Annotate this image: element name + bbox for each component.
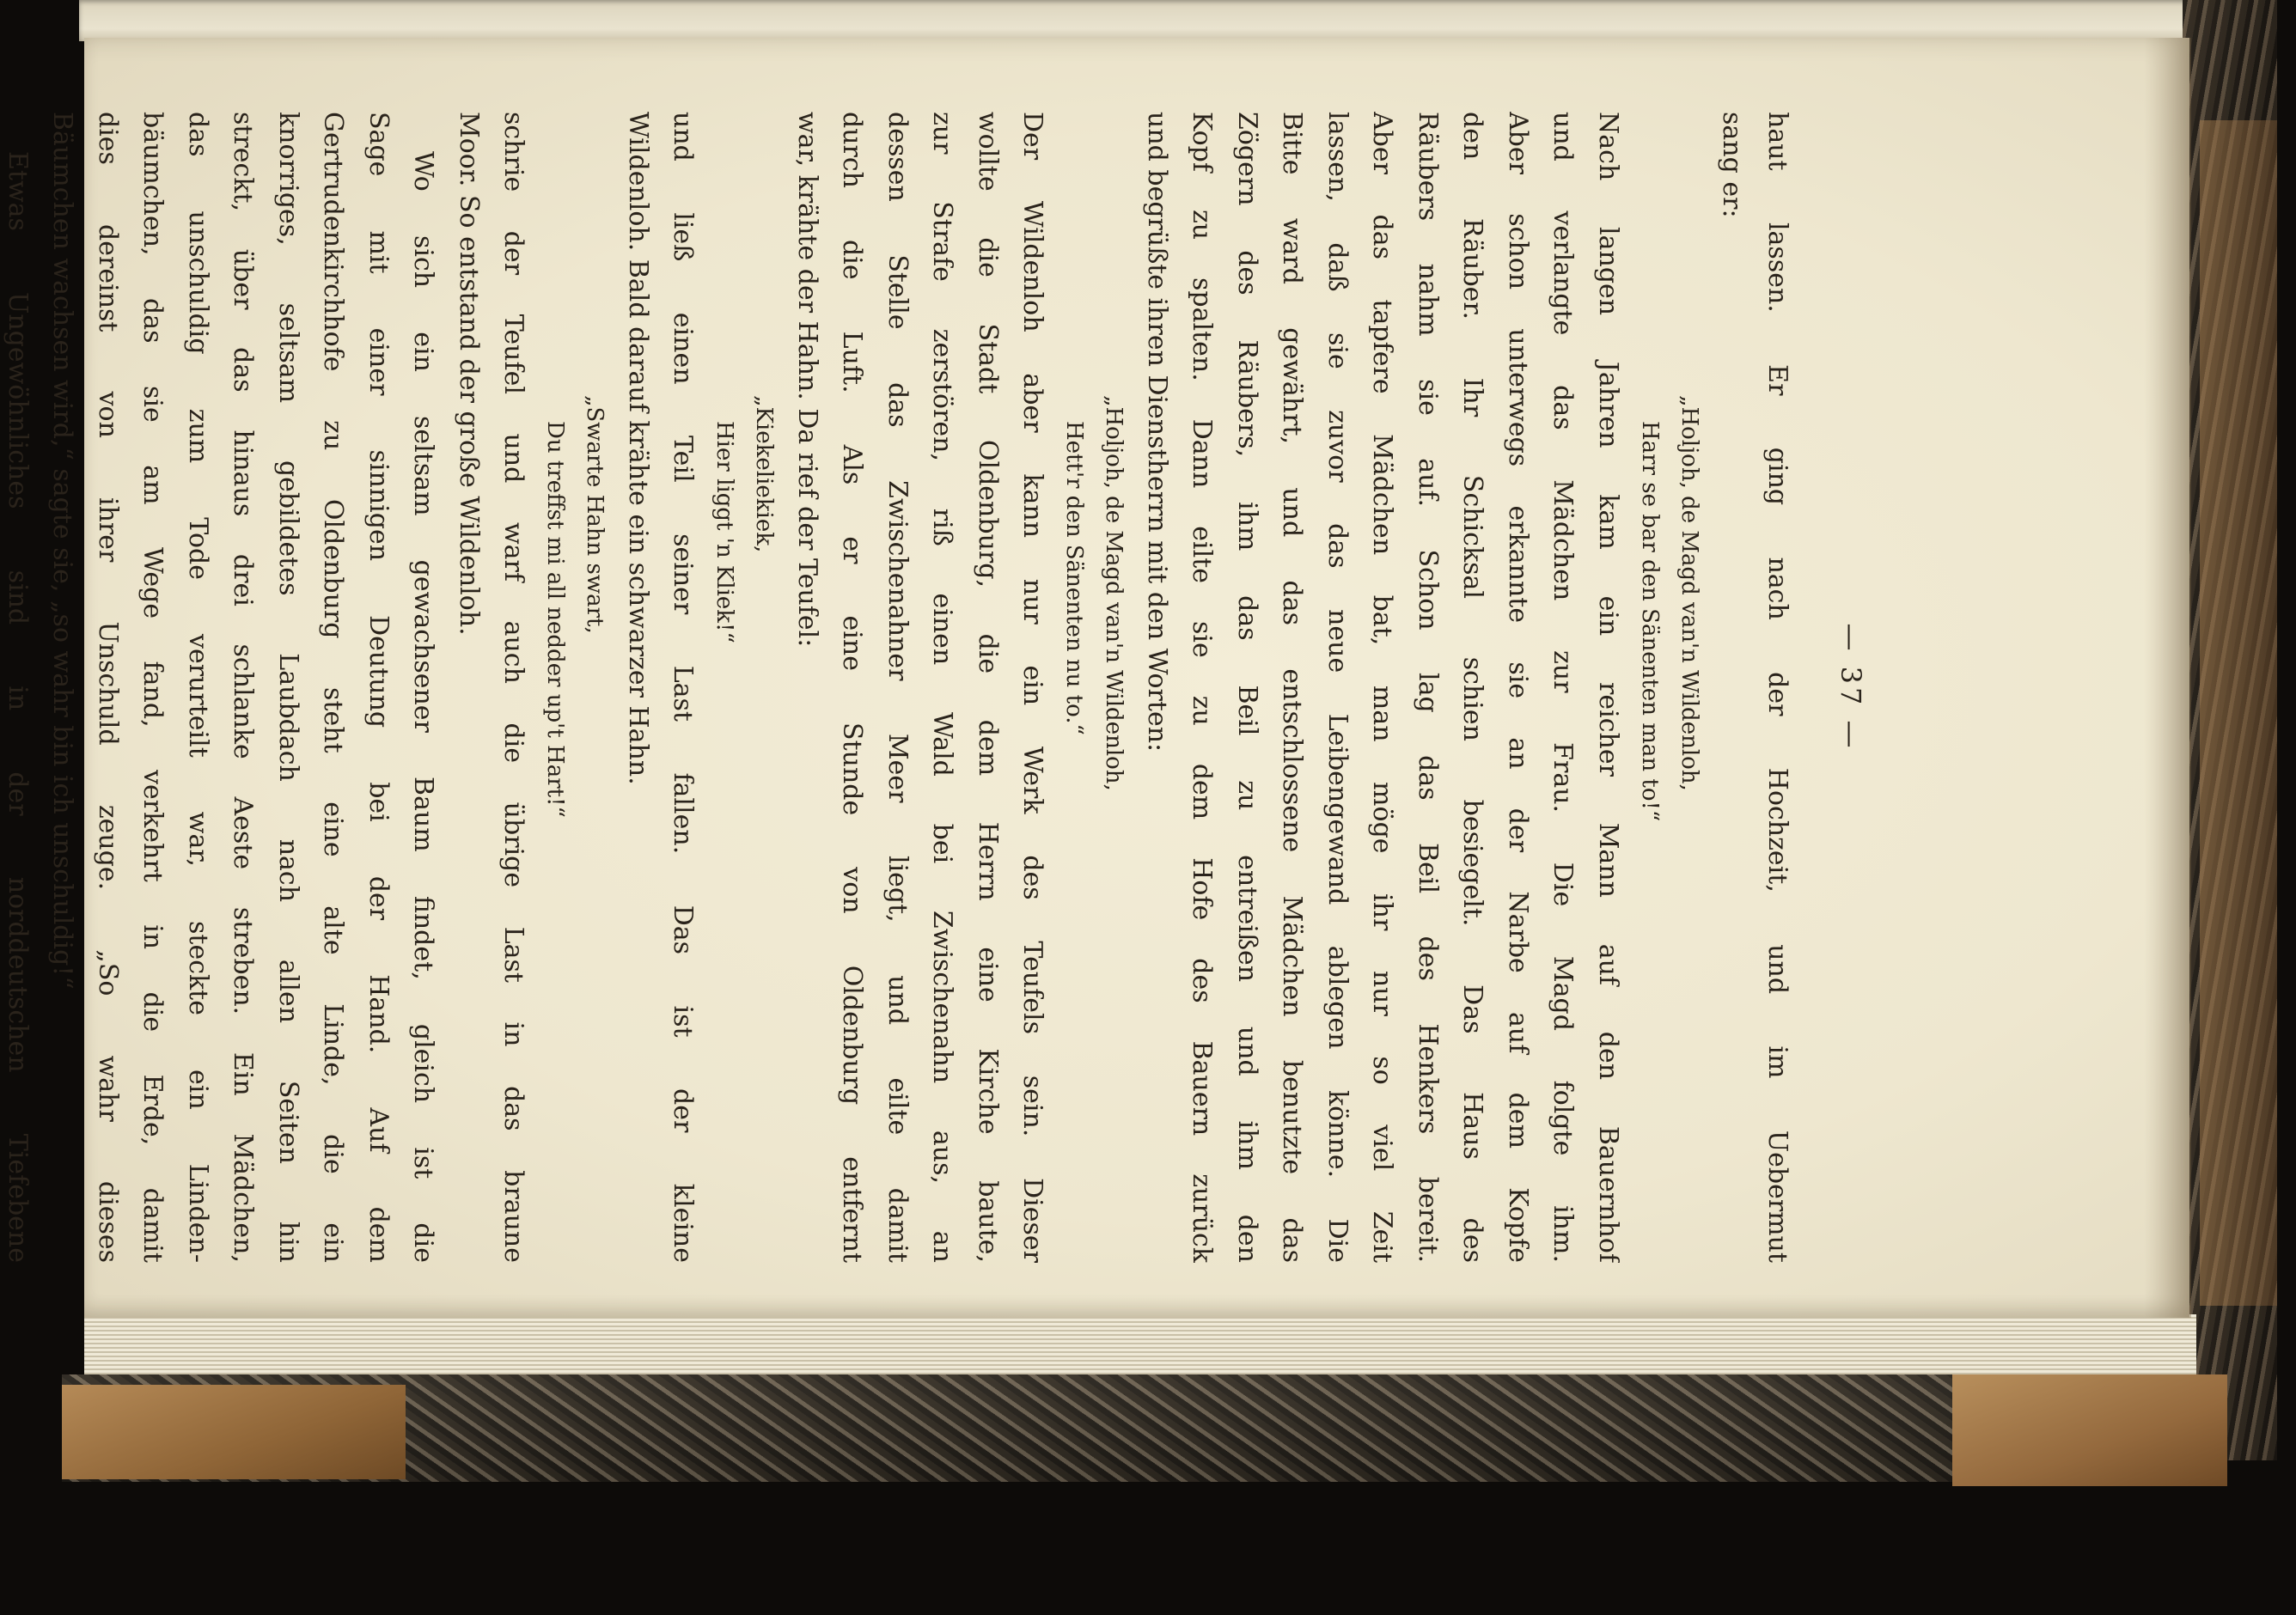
text-line: Nach langen Jahren kam ein reicher Mann auf den Bauernhof bbox=[1593, 112, 1623, 1263]
text-line: war, krähte der Hahn. Da rief der Teufel: bbox=[792, 112, 822, 648]
page-gutter-shadow bbox=[2144, 38, 2191, 1318]
text-line: und begrüßte ihren Dienstherrn mit den Worten: bbox=[1142, 112, 1172, 753]
text-line: Aber schon unterwegs erkannte sie an der Narbe auf dem Kopfe bbox=[1503, 112, 1533, 1263]
text-line: den Räuber. Ihr Schicksal schien besiegelt. Das Haus des bbox=[1457, 112, 1488, 1263]
text-line: Bäumchen wachsen wird,“ sagte sie, „so wahr bin ich unschuldig!“ bbox=[47, 112, 78, 990]
text-line: Der Wildenloh aber kann nur ein Werk des Teufels sein. Dieser bbox=[1017, 112, 1048, 1263]
verse-line: Hett'r den Sänenten nu to.“ bbox=[1061, 421, 1088, 735]
text-line: knorriges, seltsam gebildetes Laubdach nach allen Seiten hin bbox=[273, 112, 303, 1263]
verse-line: Du treffst mi all nedder up't Hart!“ bbox=[542, 421, 569, 818]
text-line: sang er: bbox=[1717, 112, 1748, 218]
text-line: Sage mit einer sinnigen Deutung bei der Hand. Auf dem bbox=[363, 112, 394, 1263]
text-line: Moor. So entstand der große Wildenloh. bbox=[454, 112, 484, 636]
text-line: Wildenloh. Bald darauf krähte ein schwarzer Hahn. bbox=[623, 112, 653, 785]
text-line: Kopf zu spalten. Dann eilte sie zu dem Hofe des Bauern zurück bbox=[1187, 112, 1218, 1263]
text-line: Bitte ward gewährt, und das entschlossene Mädchen benutzte das bbox=[1277, 112, 1308, 1263]
page-text-block bbox=[3, 112, 1873, 1263]
verse-line: „Swarte Hahn swart, bbox=[582, 395, 608, 634]
text-line: bäumchen, das sie am Wege fand, verkehrt in die Erde, damit bbox=[137, 112, 168, 1263]
text-line: haut lassen. Er ging nach der Hochzeit, und im Uebermut bbox=[1762, 112, 1792, 1263]
leather-corner-right bbox=[1952, 1374, 2227, 1486]
text-line: Gertrudenkirchhofe zu Oldenburg steht eine alte Linde, die ein bbox=[318, 112, 349, 1263]
leather-corner-left bbox=[62, 1385, 406, 1479]
text-line: streckt, über das hinaus drei schlanke Aeste streben. Ein Mädchen, bbox=[228, 112, 259, 1263]
text-line: lassen, daß sie zuvor das neue Leibengewand ablegen könne. Die bbox=[1322, 112, 1353, 1263]
verse-line: Harr se bar den Sänenten man to!“ bbox=[1637, 421, 1663, 822]
text-line: Aber das tapfere Mädchen bat, man möge ihr nur so viel Zeit bbox=[1367, 112, 1398, 1263]
text-line: dies dereinst von ihrer Unschuld zeuge. „So wahr dieses bbox=[93, 112, 123, 1263]
text-line: durch die Luft. Als er eine Stunde von Oldenburg entfernt bbox=[837, 112, 868, 1263]
text-line: zur Strafe zerstören, riß einen Wald bei Zwischenahn aus, an bbox=[927, 112, 958, 1263]
page-number: — 37 — bbox=[1835, 623, 1867, 752]
text-line: und verlangte das Mädchen zur Frau. Die Magd folgte ihm. bbox=[1548, 112, 1578, 1263]
verse-line: „Kiekeliekiek, bbox=[751, 395, 778, 553]
spine-leather bbox=[2200, 120, 2277, 1306]
text-line: schrie der Teufel und warf auch die übrige Last in das braune bbox=[498, 112, 529, 1263]
text-line: Räubers nahm sie auf. Schon lag das Beil des Henkers bereit. bbox=[1413, 112, 1443, 1263]
text-line: wollte die Stadt Oldenburg, die dem Herrn eine Kirche baute, bbox=[973, 112, 1003, 1263]
previous-page-edge bbox=[79, 0, 2201, 41]
text-line: Etwas Ungewöhnliches sind in der norddeutschen Tiefebene bbox=[3, 151, 33, 1263]
text-line: das unschuldig zum Tode verurteilt war, steckte ein Linden- bbox=[183, 112, 213, 1263]
text-line: Zögern des Räubers, ihm das Beil zu entreißen und ihm den bbox=[1232, 112, 1262, 1263]
verse-line: Hier liggt 'n Kliek!“ bbox=[711, 421, 738, 643]
text-line: und ließ einen Teil seiner Last fallen. Das ist der kleine bbox=[668, 112, 699, 1263]
text-lines bbox=[0, 112, 1799, 1263]
text-line: Wo sich ein seltsam gewachsener Baum findet, gleich ist die bbox=[408, 151, 439, 1263]
verse-line: „Holjoh, de Magd van'n Wildenloh, bbox=[1101, 395, 1127, 791]
verse-line: „Holjoh, de Magd van'n Wildenloh, bbox=[1676, 395, 1702, 791]
text-line: dessen Stelle das Zwischenahner Meer liegt, und eilte damit bbox=[882, 112, 913, 1263]
